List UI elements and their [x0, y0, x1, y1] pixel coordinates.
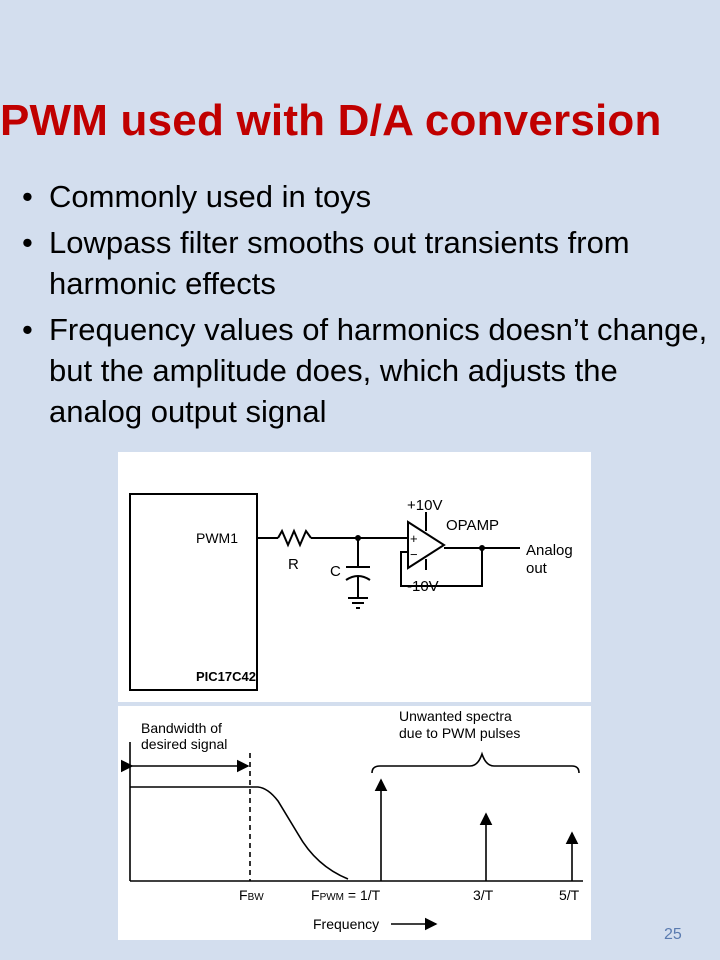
bullet-dot: •	[22, 179, 33, 214]
page-number: 25	[664, 926, 682, 943]
pin-label: PWM1	[196, 530, 238, 546]
microcontroller-box	[130, 494, 257, 690]
bullet-item	[22, 222, 712, 304]
opamp-label: OPAMP	[446, 517, 500, 534]
unwanted-label: due to PWM pulses	[399, 725, 521, 741]
unwanted-label: Unwanted spectra	[399, 708, 512, 724]
frequency-label: Frequency	[313, 916, 380, 932]
bullet-list	[22, 176, 712, 437]
bullet-text: Lowpass filter smooths out transients from harmonic effects	[49, 225, 630, 301]
tick-5-label: 5/T	[559, 887, 580, 903]
chip-label: PIC17C42	[196, 669, 256, 684]
bullet-dot: •	[22, 225, 33, 260]
fpwm-label	[311, 887, 381, 903]
junction-dot	[355, 535, 361, 541]
junction-dot	[479, 545, 485, 551]
spectrum-diagram	[118, 706, 591, 940]
vminus-label: -10V	[407, 578, 439, 595]
bandwidth-label: desired signal	[141, 736, 228, 752]
fbw-main: F	[239, 887, 248, 903]
circuit-svg	[118, 452, 591, 702]
fpwm-rest: = 1/T	[344, 887, 381, 903]
unwanted-brace	[372, 754, 579, 773]
vplus-label: +10V	[407, 497, 443, 514]
bandwidth-label: Bandwidth of	[141, 720, 222, 736]
lowpass-curve	[130, 787, 348, 879]
spectrum-svg	[118, 706, 591, 940]
fbw-sub: BW	[247, 892, 264, 903]
tick-3-label: 3/T	[473, 887, 494, 903]
output-label: out	[526, 560, 547, 577]
plus-sign: +	[410, 531, 418, 546]
resistor	[278, 531, 311, 545]
resistor-label: R	[288, 556, 299, 573]
circuit-diagram	[118, 452, 591, 702]
minus-sign: −	[410, 547, 418, 562]
fpwm-sub: PWM	[319, 892, 345, 903]
output-label: Analog	[526, 542, 573, 559]
bullet-item	[22, 309, 712, 432]
slide-title: PWM used with D/A conversion	[0, 96, 662, 145]
fbw-label	[239, 887, 264, 903]
capacitor-label: C	[330, 563, 341, 580]
bullet-dot: •	[22, 312, 33, 347]
bullet-text: Frequency values of harmonics doesn’t change, but the amplitude does, which adjusts the analog output signal	[49, 312, 708, 429]
fpwm-main: F	[311, 887, 320, 903]
bullet-item	[22, 176, 712, 217]
bullet-text: Commonly used in toys	[49, 179, 372, 214]
